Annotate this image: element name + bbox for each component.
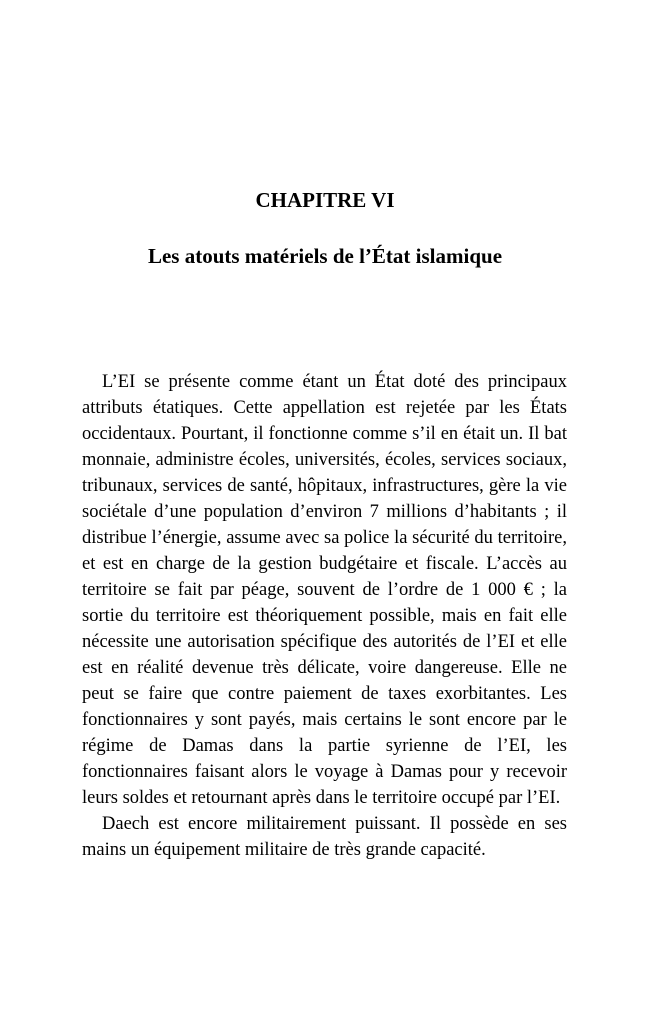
body-text <box>82 369 567 863</box>
chapter-number: CHAPITRE VI <box>255 188 395 212</box>
chapter-title: Les atouts matériels de l’État islamique <box>147 244 503 268</box>
paragraph: L’EI se présente comme étant un État doté des principaux attributs étatiques. Cette appellation est rejetée par les États occidentaux. Pourtant, il fonctionne comme s’il en était un. Il bat monnaie, administre écoles, universités, écoles, services sociaux, tribunaux, services de santé, hôpitaux, infrastructures, gère la vie sociétale d’une population d’environ 7 millions d’habitants ; il distribue l’énergie, assume avec sa police la sécurité du territoire, et est en charge de la gestion budgétaire et fiscale. L’accès au territoire se fait par péage, souvent de l’ordre de 1 000 € ; la sortie du territoire est théoriquement possible, mais en fait elle nécessite une autorisation spécifique des autorités de l’EI et elle est en réalité devenue très délicate, voire dangereuse. Elle ne peut se faire que contre paiement de taxes exorbitantes. Les fonctionnaires y sont payés, mais certains le sont encore par le régime de Damas dans la partie syrienne de l’EI, les fonctionnaires faisant alors le voyage à Damas pour y recevoir leurs soldes et retournant après dans le territoire occupé par l’EI. <box>82 372 567 808</box>
paragraph: Daech est encore militairement puissant. Il possède en ses mains un équipement militaire de très grande capacité. <box>82 814 567 860</box>
